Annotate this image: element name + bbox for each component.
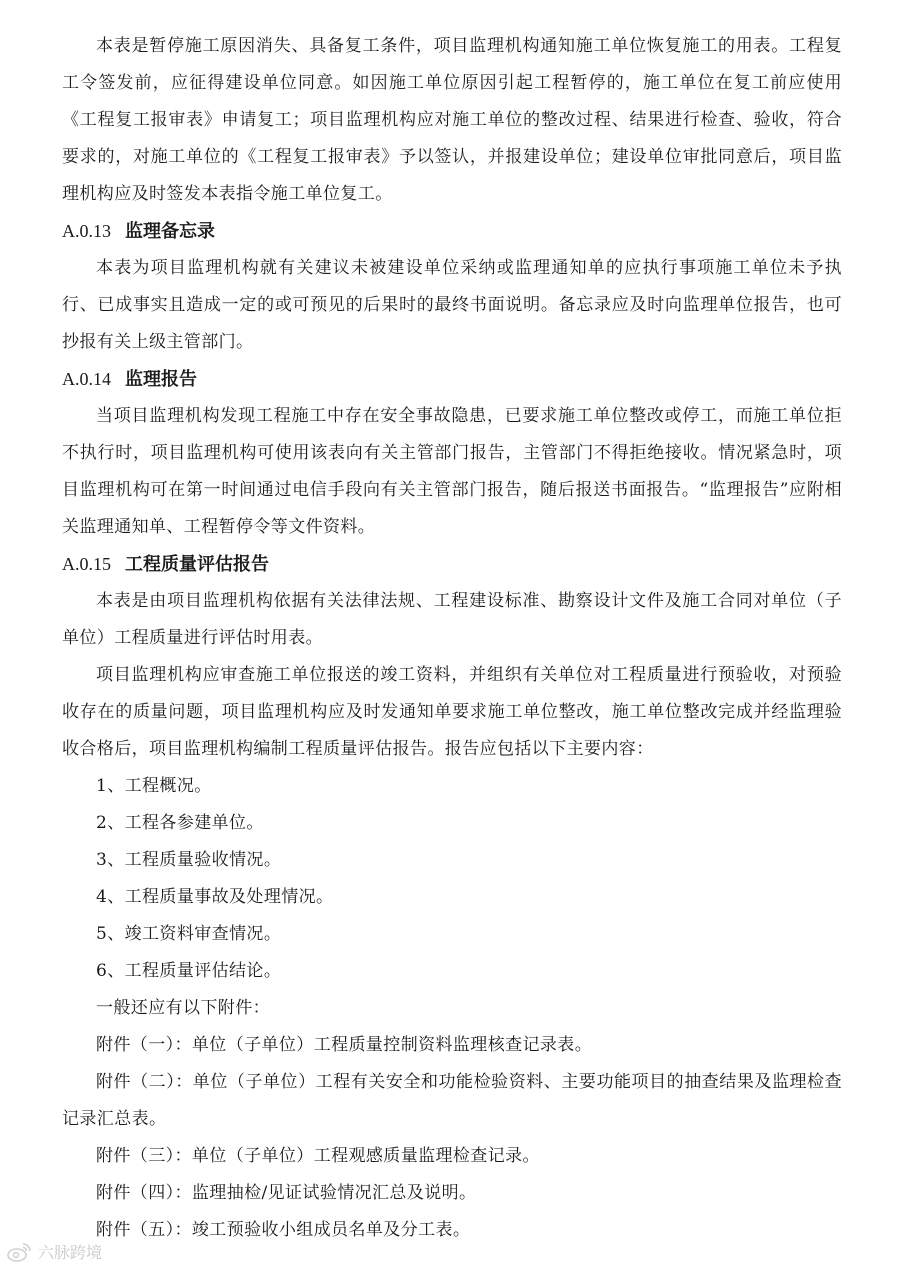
list-item: 6、工程质量评估结论。 bbox=[96, 961, 282, 981]
attachment-item: 附件（四）：监理抽检/见证试验情况汇总及说明。 bbox=[96, 1183, 477, 1203]
section-title: 工程质量评估报告 bbox=[125, 554, 269, 575]
list-item: 1、工程概况。 bbox=[96, 776, 212, 796]
list-item: 3、工程质量验收情况。 bbox=[96, 850, 282, 870]
paragraph-a014: 当项目监理机构发现工程施工中存在安全事故隐患，已要求施工单位整改或停工，而施工单位拒不执行时，项目监理机构可使用该表向有关主管部门报告，主管部门不得拒绝接收。情况紧急时，项目监理机构可在第一时间通过电信手段向有关主管部门报告，随后报送书面报告。“监理报告”应附相关监理通知单、工程暂停令等文件资料。 bbox=[62, 406, 842, 537]
paragraph-a015-1: 本表是由项目监理机构依据有关法律法规、工程建设标准、勘察设计文件及施工合同对单位（子单位）工程质量进行评估时用表。 bbox=[62, 591, 842, 648]
list-item: 4、工程质量事故及处理情况。 bbox=[96, 887, 334, 907]
intro-paragraph: 本表是暂停施工原因消失、具备复工条件，项目监理机构通知施工单位恢复施工的用表。工程复工令签发前，应征得建设单位同意。如因施工单位原因引起工程暂停的，施工单位在复工前应使用《工程复工报审表》申请复工；项目监理机构应对施工单位的整改过程、结果进行检查、验收，符合要求的，对施工单位的《工程复工报审表》予以签认，并报建设单位；建设单位审批同意后，项目监理机构应及时签发本表指令施工单位复工。 bbox=[62, 36, 842, 204]
section-title: 监理备忘录 bbox=[125, 221, 215, 242]
paragraph-a013: 本表为项目监理机构就有关建议未被建设单位采纳或监理通知单的应执行事项施工单位未予执行、已成事实且造成一定的或可预见的后果时的最终书面说明。备忘录应及时向监理单位报告，也可抄报有关上级主管部门。 bbox=[62, 258, 842, 352]
watermark bbox=[6, 1240, 102, 1263]
section-heading-a014 bbox=[62, 361, 842, 398]
section-heading-a015 bbox=[62, 546, 842, 583]
attachment-item: 附件（二）：单位（子单位）工程有关安全和功能检验资料、主要功能项目的抽查结果及监理检查记录汇总表。 bbox=[62, 1072, 842, 1129]
watermark-text: 六脉跨境 bbox=[38, 1243, 103, 1262]
attachment-item: 附件（三）：单位（子单位）工程观感质量监理检查记录。 bbox=[96, 1146, 540, 1166]
weibo-logo-icon bbox=[6, 1241, 32, 1263]
section-number: A.0.14 bbox=[62, 369, 111, 389]
section-number: A.0.13 bbox=[62, 221, 111, 241]
attachment-item: 附件（一）：单位（子单位）工程质量控制资料监理核查记录表。 bbox=[96, 1035, 593, 1055]
paragraph-a015-2: 项目监理机构应审查施工单位报送的竣工资料，并组织有关单位对工程质量进行预验收，对预验收存在的质量问题，项目监理机构应及时发通知单要求施工单位整改，施工单位整改完成并经监理验收合格后，项目监理机构编制工程质量评估报告。报告应包括以下主要内容： bbox=[62, 665, 842, 759]
attachments-intro: 一般还应有以下附件： bbox=[96, 998, 270, 1018]
list-item: 5、竣工资料审查情况。 bbox=[96, 924, 282, 944]
section-title: 监理报告 bbox=[125, 369, 197, 390]
document-page bbox=[62, 28, 842, 1249]
list-item: 2、工程各参建单位。 bbox=[96, 813, 264, 833]
section-heading-a013 bbox=[62, 213, 842, 250]
section-number: A.0.15 bbox=[62, 554, 111, 574]
attachment-item: 附件（五）：竣工预验收小组成员名单及分工表。 bbox=[96, 1220, 471, 1240]
